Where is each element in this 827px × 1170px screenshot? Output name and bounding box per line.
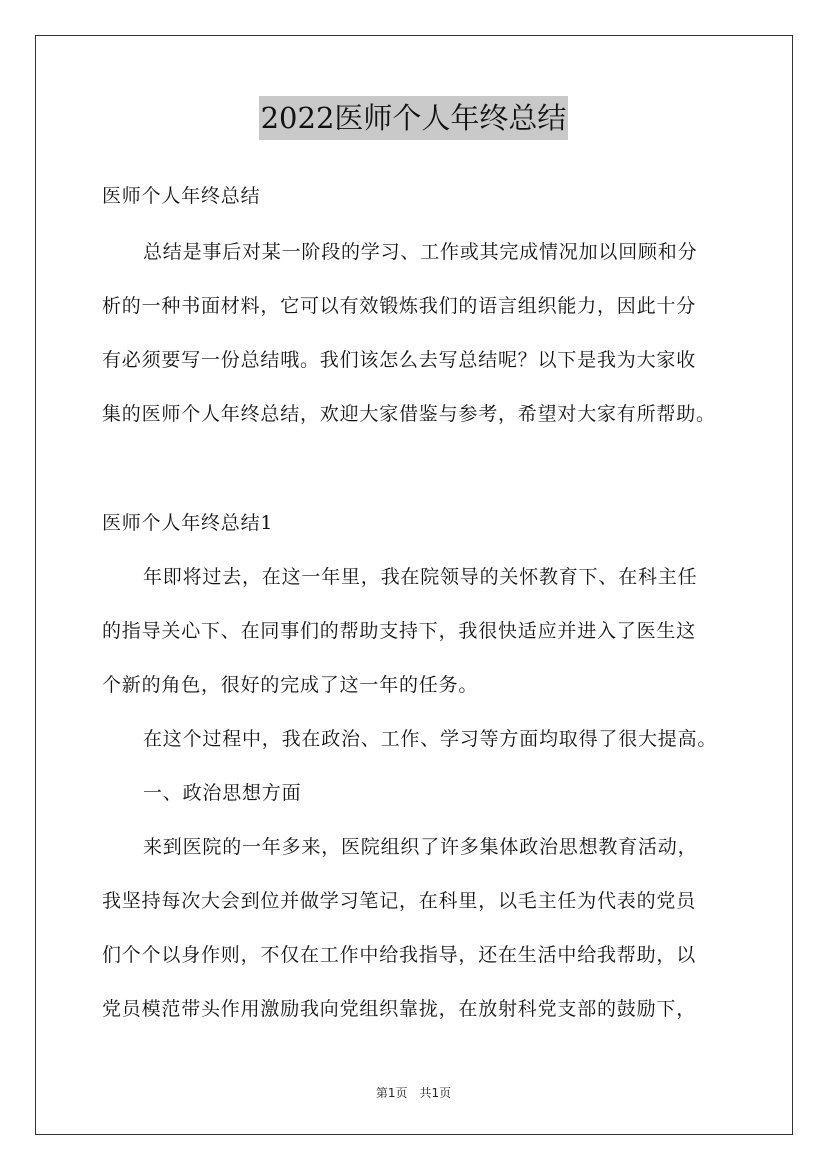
subsection-heading: 一、政治思想方面 [143, 782, 302, 804]
paragraph-line: 的指导关心下、在同事们的帮助支持下，我很快适应并进入了医生这 [102, 620, 697, 642]
page-footer: 第1页 共1页 [375, 1086, 452, 1100]
section-heading: 医师个人年终总结1 [102, 512, 274, 534]
paragraph-line: 在这个过程中，我在政治、工作、学习等方面均取得了很大提高。 [143, 728, 718, 750]
document-title: 2022医师个人年终总结 [259, 96, 569, 140]
paragraph-line: 总结是事后对某一阶段的学习、工作或其完成情况加以回顾和分 [143, 241, 698, 263]
paragraph-line: 有必须要写一份总结哦。我们该怎么去写总结呢？以下是我为大家收 [102, 349, 697, 371]
section-heading: 医师个人年终总结 [102, 185, 261, 207]
paragraph-line: 来到医院的一年多来，医院组织了许多集体政治思想教育活动， [143, 836, 698, 858]
paragraph-line: 党员模范带头作用激励我向党组织靠拢，在放射科党支部的鼓励下， [102, 998, 697, 1020]
paragraph-line: 集的医师个人年终总结，欢迎大家借鉴与参考，希望对大家有所帮助。 [102, 403, 716, 425]
paragraph-line: 析的一种书面材料，它可以有效锻炼我们的语言组织能力，因此十分 [102, 295, 697, 317]
paragraph-line: 我坚持每次大会到位并做学习笔记，在科里，以毛主任为代表的党员 [102, 890, 697, 912]
paragraph-line: 个新的角色，很好的完成了这一年的任务。 [102, 674, 479, 696]
title-container [0, 96, 827, 140]
paragraph-line: 们个个以身作则，不仅在工作中给我指导，还在生活中给我帮助，以 [102, 944, 697, 966]
paragraph-line: 年即将过去，在这一年里，我在院领导的关怀教育下、在科主任 [143, 566, 698, 588]
